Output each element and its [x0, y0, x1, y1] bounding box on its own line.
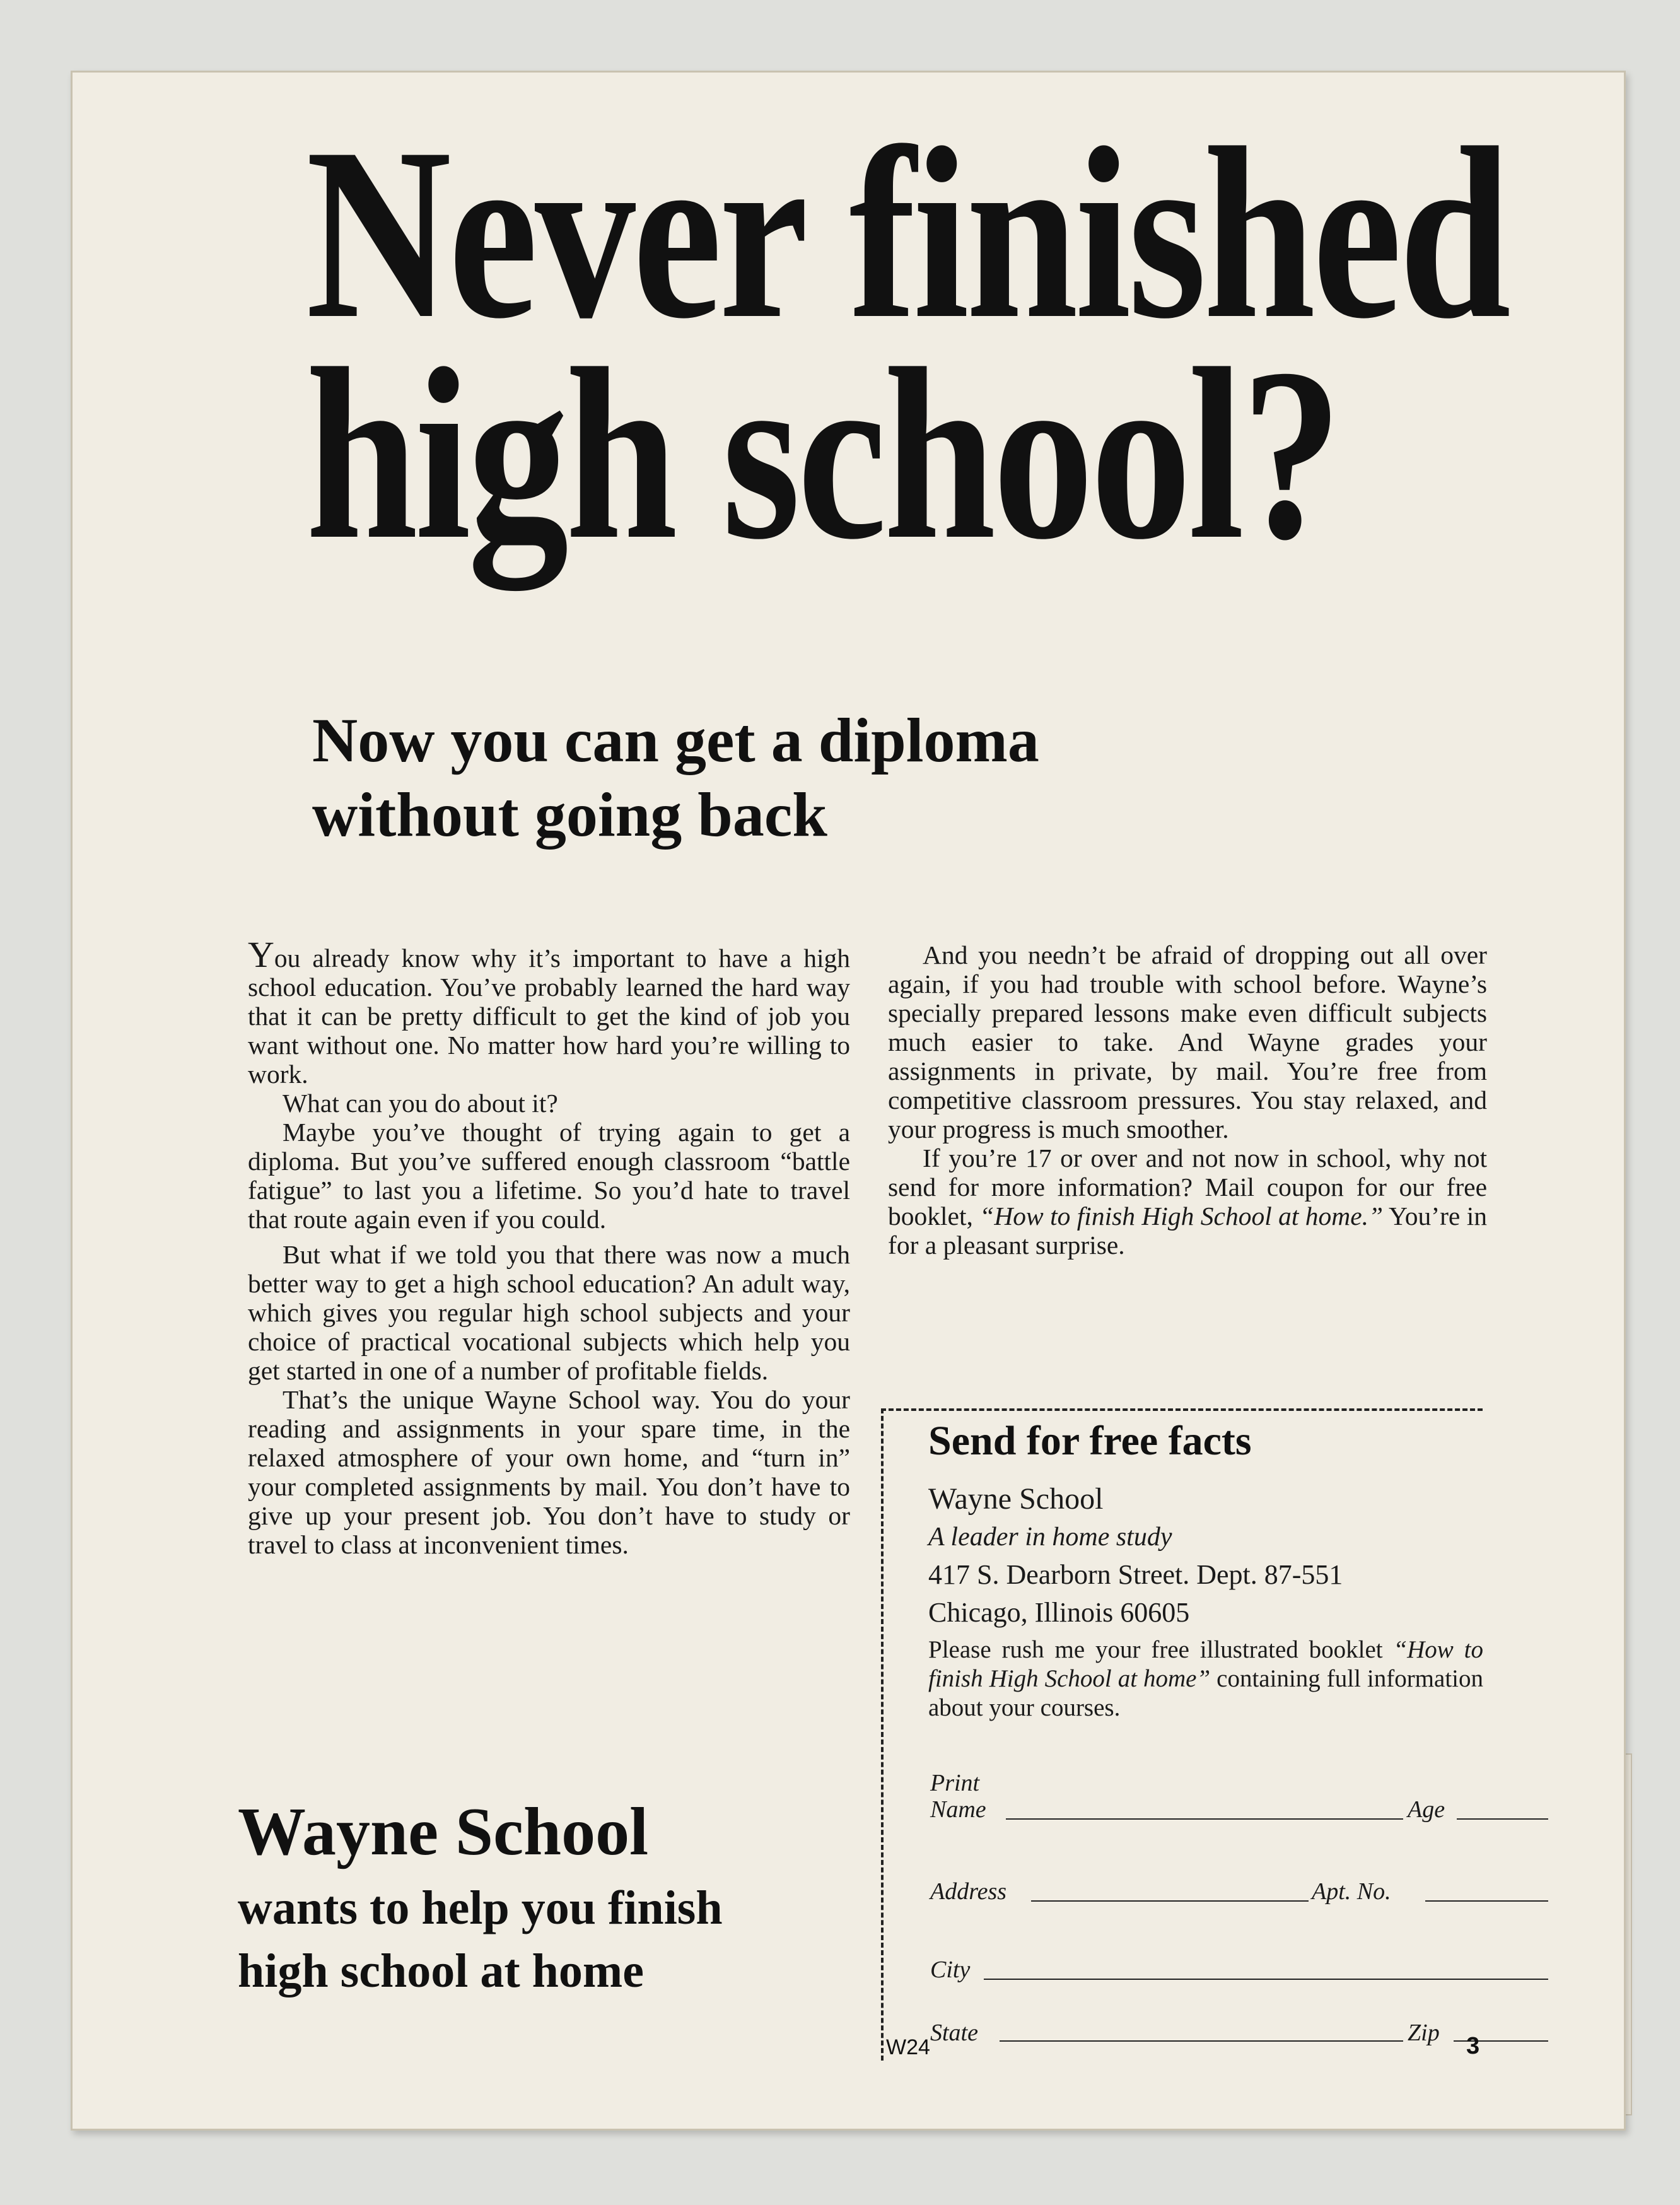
body-paragraph: And you needn’t be afraid of dropping out all over again, if you had trouble with school before. Wayne’s specially prepared lessons make even difficult subjects much easier to take. And Wayne grades your assignments in private, by mail. You’re free from competitive classroom pressures. You stay relaxed, and your progress is much smoother. [888, 940, 1487, 1143]
drop-cap: Y [248, 934, 274, 975]
body-column-right [888, 940, 1487, 1260]
state-field[interactable] [1000, 2040, 1403, 2042]
address-label: Address [930, 1878, 1007, 1905]
headline-line-2: high school? [306, 318, 1339, 590]
coupon-request: Please rush me your free illustrated booklet “How to finish High School at home” containing full information about your courses. [928, 1636, 1484, 1721]
subheadline-line-1: Now you can get a diploma [312, 705, 1039, 775]
name-field[interactable] [1006, 1818, 1403, 1820]
apt-field[interactable] [1425, 1900, 1548, 1902]
coupon-street: 417 S. Dearborn Street. Dept. 87-551 [928, 1559, 1343, 1590]
state-label: State [930, 2020, 978, 2046]
signoff-subtitle: wants to help you finish high school at home [238, 1881, 723, 1997]
headline-line-1: Never finished [306, 97, 1508, 370]
body-paragraph: You already know why it’s important to have a high school education. You’ve probably learned the hard way that it can be pretty difficult to get the kind of job you want without one. No matter how hard you’re willing to work. [248, 934, 850, 1089]
body-column-left [248, 934, 850, 1559]
coupon-address-block [928, 1480, 1483, 1632]
page-number: 3 [1466, 2033, 1480, 2059]
headline [306, 97, 1508, 590]
subheadline [312, 703, 1321, 852]
body-paragraph: That’s the unique Wayne School way. You do your reading and assignments in your spare time, in the relaxed atmosphere of your own home, and “turn in” your completed assignments by mail. You don’t have to give up your present job. You don’t have to study or travel to class at inconvenient times. [248, 1385, 850, 1559]
signoff-title: Wayne School [238, 1794, 649, 1869]
address-field[interactable] [1031, 1900, 1309, 1902]
print-label: Print [930, 1770, 980, 1796]
coupon-school-name: Wayne School [928, 1482, 1104, 1516]
body-paragraph: If you’re 17 or over and not now in school, why not send for more information? Mail coupon for our free booklet, “How to finish High School at home.” You’re in for a pleasant surprise. [888, 1143, 1488, 1260]
coupon-city-line: Chicago, Illinois 60605 [928, 1597, 1190, 1628]
apt-label: Apt. No. [1312, 1878, 1391, 1905]
body-paragraph: What can you do about it? [283, 1089, 558, 1118]
magazine-page [71, 71, 1626, 2131]
age-label: Age [1408, 1796, 1445, 1823]
body-paragraph: Maybe you’ve thought of trying again to get a diploma. But you’ve suffered enough classroom “battle fatigue” to last you a lifetime. So you’d hate to travel that route again even if you could. [248, 1118, 850, 1234]
zip-label: Zip [1408, 2020, 1440, 2046]
body-paragraph: But what if we told you that there was now a much better way to get a high school education? An adult way, which gives you regular high school subjects and your choice of practical vocational subjects which help you get started in one of a number of profitable fields. [248, 1240, 850, 1385]
coupon-title: Send for free facts [928, 1418, 1252, 1464]
city-label: City [930, 1956, 971, 1983]
name-label: Name [930, 1796, 986, 1823]
age-field[interactable] [1457, 1818, 1548, 1820]
booklet-title: “How to finish High School at home.” [979, 1202, 1384, 1231]
city-field[interactable] [984, 1979, 1548, 1980]
ad-code: W24 [886, 2035, 930, 2059]
subheadline-line-2: without going back [312, 780, 827, 850]
coupon-tagline: A leader in home study [928, 1523, 1172, 1552]
